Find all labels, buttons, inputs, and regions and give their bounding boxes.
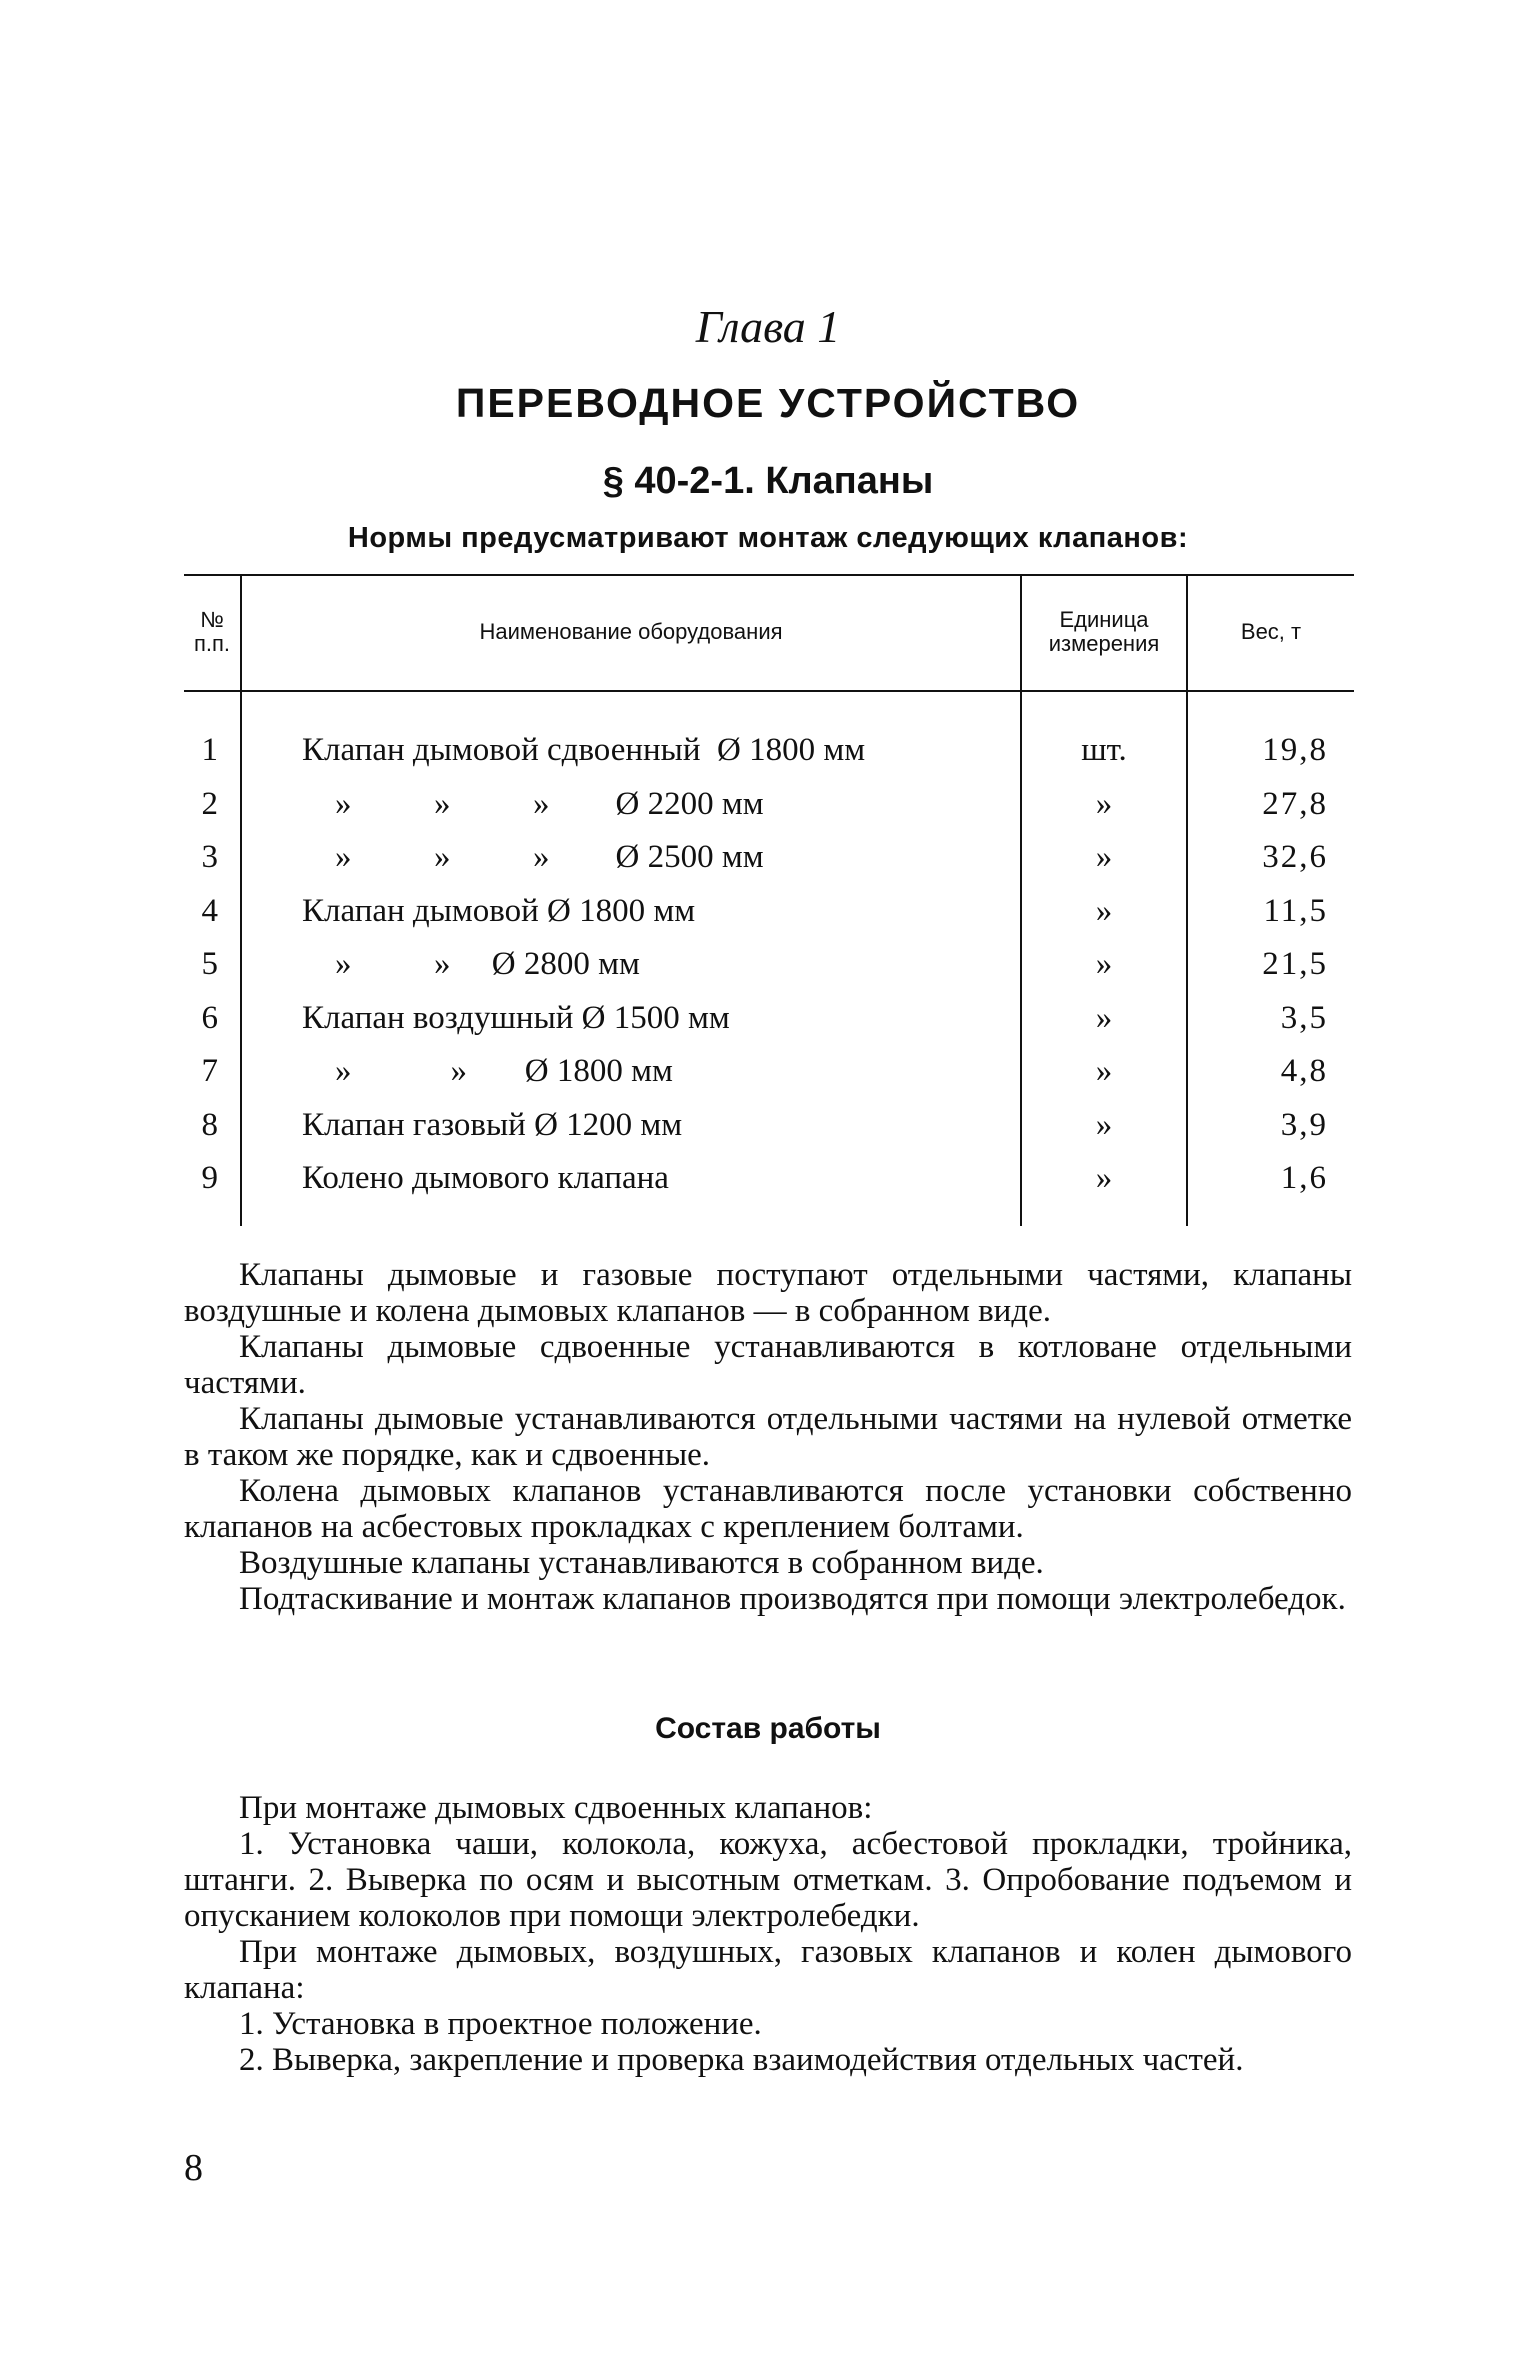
work-composition-heading: Состав работы [655, 1712, 881, 1745]
paragraph: При монтаже дымовых сдвоенных клапанов: [239, 1790, 873, 1826]
paragraph: Клапаны дымовые сдвоенные устанавливаются в котловане отдельными частями. [184, 1329, 1352, 1401]
paragraph: Колена дымовых клапанов устанавливаются после установки собственно клапанов на асбестовых прокладках с креплением болтами. [184, 1473, 1352, 1545]
work-composition-text [184, 1790, 1352, 2078]
page-number: 8 [184, 2147, 203, 2189]
chapter-title: ПЕРЕВОДНОЕ УСТРОЙСТВО [455, 380, 1081, 426]
table-row: 9 Колено дымового клапана » 1,6 [201, 1160, 1328, 1196]
header-number: № п.п. [193, 607, 231, 656]
table-row: 7 » » Ø 1800 мм » 4,8 [201, 1053, 1328, 1089]
header-weight: Вес, т [1240, 619, 1302, 644]
description-text [184, 1257, 1352, 1617]
table-row: 2 » » » Ø 2200 мм » 27,8 [201, 785, 1328, 822]
paragraph: Клапаны дымовые и газовые поступают отдельными частями, клапаны воздушные и колена дымовых клапанов — в собранном виде. [184, 1257, 1352, 1329]
paragraph: Клапаны дымовые устанавливаются отдельными частями на нулевой отметке в таком же порядке, как и сдвоенные. [184, 1401, 1352, 1473]
table-body [184, 724, 1354, 1206]
paragraph: Воздушные клапаны устанавливаются в собранном виде. [239, 1545, 1044, 1581]
table-row: 6 Клапан воздушный Ø 1500 мм » 3,5 [201, 999, 1328, 1036]
table-header-rule [184, 690, 1354, 692]
paragraph: 1. Установка чаши, колокола, кожуха, асбестовой прокладки, тройника, штанги. 2. Выверка по осям и высотным отметкам. 3. Опробование подъемом и опусканием колоколов при помощи электролебедки. [184, 1826, 1352, 1934]
header-unit: Единица измерения [1048, 607, 1160, 656]
section-heading: § 40-2-1. Клапаны [602, 460, 934, 502]
table-row: 1 Клапан дымовой сдвоенный Ø 1800 мм шт. 19,8 [201, 732, 1328, 768]
header-name: Наименование оборудования [479, 619, 783, 644]
paragraph: Подтаскивание и монтаж клапанов производятся при помощи электролебедок. [239, 1581, 1346, 1617]
paragraph: 1. Установка в проектное положение. [239, 2006, 762, 2042]
paragraph: При монтаже дымовых, воздушных, газовых клапанов и колен дымового клапана: [184, 1934, 1352, 2006]
paragraph: 2. Выверка, закрепление и проверка взаимодействия отдельных частей. [239, 2042, 1244, 2078]
chapter-label: Глава 1 [695, 301, 841, 352]
table-intro: Нормы предусматривают монтаж следующих клапанов: [347, 522, 1189, 554]
table-row: 5 » » Ø 2800 мм » 21,5 [201, 946, 1328, 982]
table-row: 3 » » » Ø 2500 мм » 32,6 [201, 839, 1328, 875]
valves-table [184, 574, 1354, 1224]
table-row: 4 Клапан дымовой Ø 1800 мм » 11,5 [201, 892, 1328, 929]
table-row: 8 Клапан газовый Ø 1200 мм » 3,9 [201, 1106, 1328, 1143]
